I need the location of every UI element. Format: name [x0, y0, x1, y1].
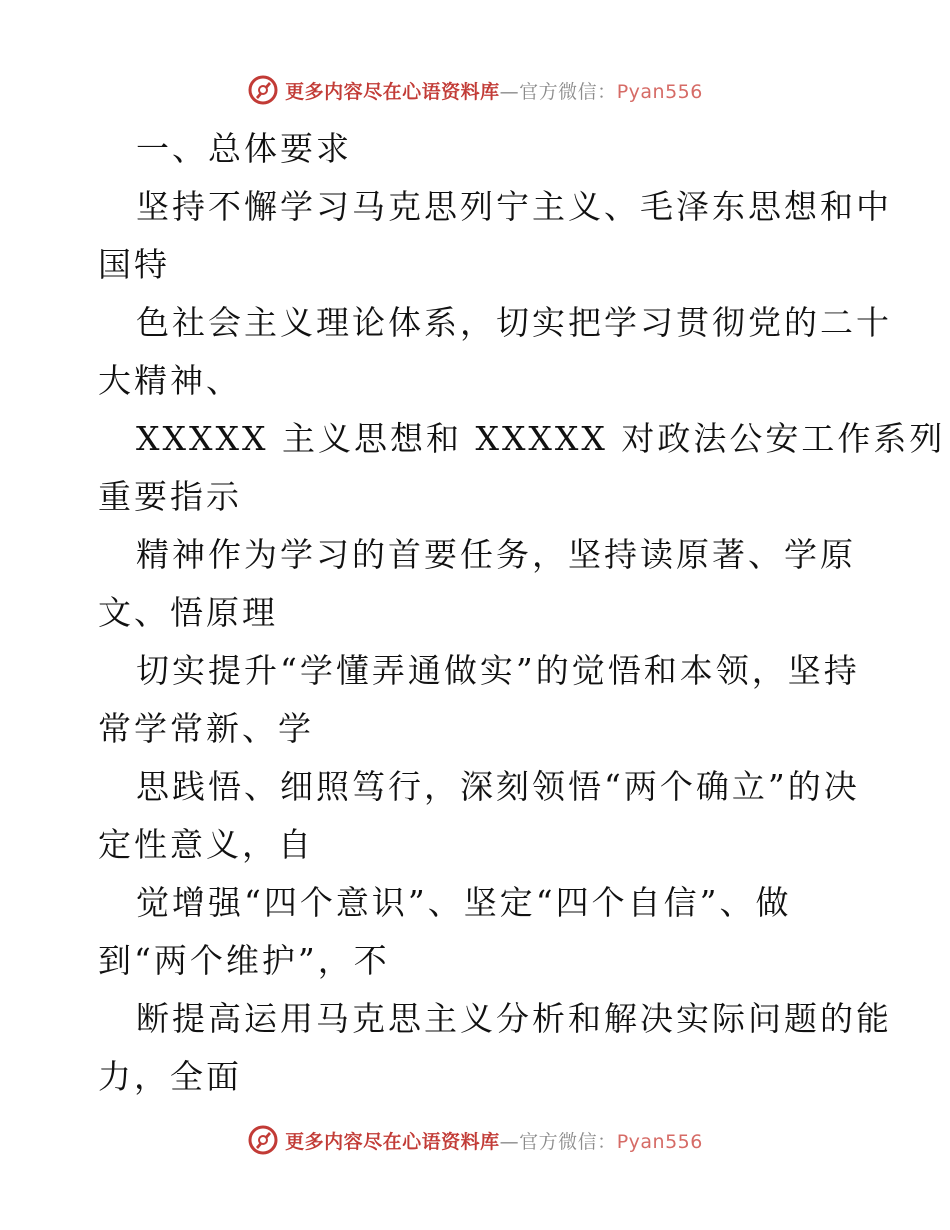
text-line: 断提高运用马克思主义分析和解决实际问题的能	[136, 999, 892, 1038]
text-line: 国特	[98, 245, 170, 284]
text-line: 力，全面	[98, 1057, 242, 1096]
footer-text	[285, 1127, 703, 1154]
text-line: 觉增强“四个意识”、坚定“四个自信”、做	[136, 883, 792, 922]
text-line: 定性意义，自	[98, 825, 314, 864]
header-wechat-id: Pyan556	[616, 80, 703, 103]
quill-logo-icon	[247, 1124, 279, 1156]
text-line: XXXXX 主义思想和 XXXXX 对政法公安工作系列	[136, 419, 946, 458]
text-line: 大精神、	[98, 361, 242, 400]
text-line: 切实提升“学懂弄通做实”的觉悟和本领，坚持	[136, 651, 860, 690]
text-line: 色社会主义理论体系，切实把学习贯彻党的二十	[136, 303, 892, 342]
text-line: 思践悟、细照笃行，深刻领悟“两个确立”的决	[136, 767, 860, 806]
footer-wechat-label: —官方微信：	[499, 1130, 617, 1153]
text-line: 坚持不懈学习马克思列宁主义、毛泽东思想和中	[136, 187, 892, 226]
header-text	[285, 77, 703, 104]
quill-logo-icon	[247, 74, 279, 106]
text-line: 常学常新、学	[98, 709, 314, 748]
header-banner	[0, 70, 950, 110]
text-line: 文、悟原理	[98, 593, 278, 632]
header-site-name: 更多内容尽在心语资料库	[285, 80, 500, 103]
header-wechat-label: —官方微信：	[499, 80, 617, 103]
footer-banner	[0, 1120, 950, 1160]
footer-wechat-id: Pyan556	[616, 1130, 703, 1153]
footer-site-name: 更多内容尽在心语资料库	[285, 1130, 500, 1153]
text-line: 到“两个维护”，不	[98, 941, 390, 980]
heading-line: 一、总体要求	[136, 129, 352, 168]
text-line: 精神作为学习的首要任务，坚持读原著、学原	[136, 535, 856, 574]
text-line: 重要指示	[98, 477, 242, 516]
